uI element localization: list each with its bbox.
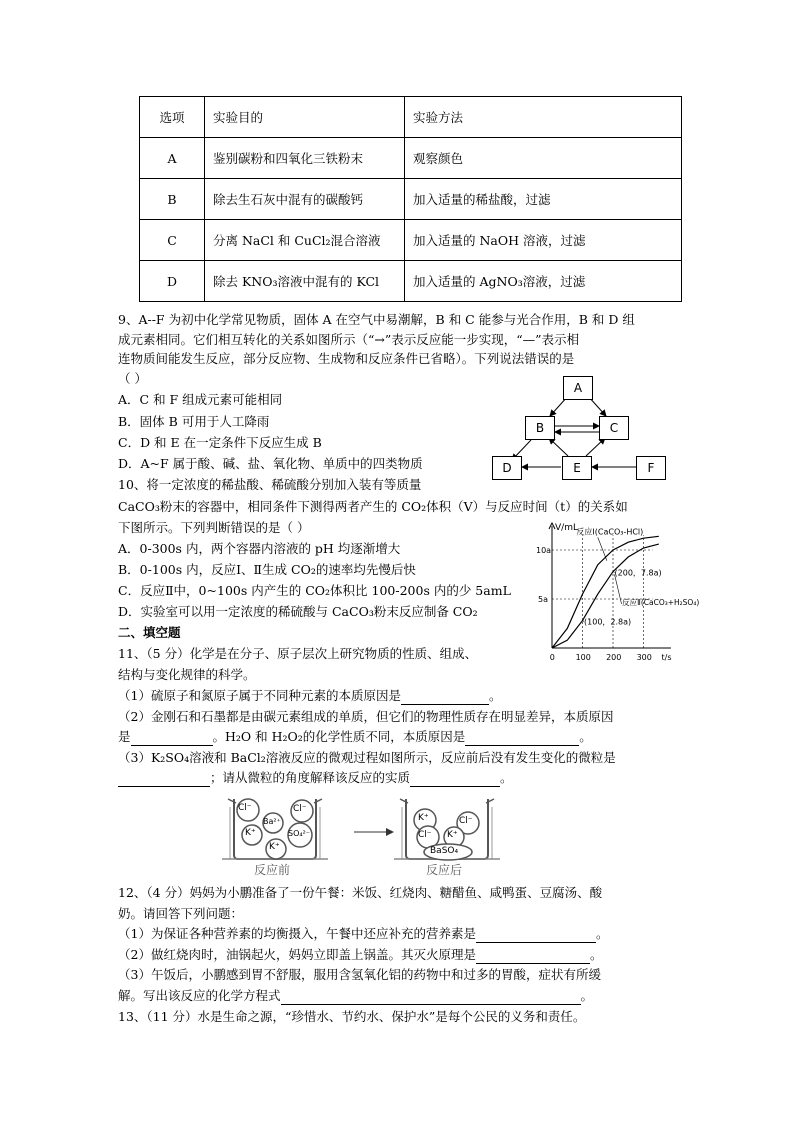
ion-cl: Cl⁻	[238, 803, 252, 813]
q11-part3-blank-b[interactable]	[410, 772, 500, 787]
x-tick-label: 200	[606, 653, 622, 662]
point-annotation: (100，2.8a)	[584, 617, 632, 627]
q12-part2-blank[interactable]	[476, 949, 590, 964]
cell-method: 加入适量的 NaOH 溶液，过滤	[405, 220, 682, 261]
table-row	[140, 138, 682, 179]
ion-k: K⁺	[245, 828, 256, 838]
ion-so4: SO₄²⁻	[288, 829, 311, 838]
table-row	[140, 179, 682, 220]
point-annotation: (200，7.8a)	[614, 568, 662, 578]
node-c: C	[599, 416, 629, 440]
cell-purpose: 除去生石灰中混有的碳酸钙	[205, 179, 405, 220]
period: 。	[580, 988, 594, 1003]
q11-part3-blank-a[interactable]	[118, 772, 210, 787]
q11-part3-line2	[118, 769, 513, 787]
q11-part1	[118, 687, 501, 705]
y-tick-label: 10a	[536, 546, 552, 555]
q9-stem-line3: 连物质间能发生反应，部分反应物、生成物和反应条件已省略）。下列说法错误的是	[118, 351, 575, 366]
y-axis-label: V/mL	[555, 523, 578, 533]
volume-time-chart	[530, 518, 700, 663]
q11-part2-line1: （2）金刚石和石墨都是由碳元素组成的单质，但它们的物理性质存在明显差异，本质原因	[118, 709, 614, 724]
series-line	[552, 536, 659, 648]
cell-option: B	[140, 179, 205, 220]
cell-purpose: 鉴别碳粉和四氧化三铁粉末	[205, 138, 405, 179]
before-label: 反应前	[254, 863, 291, 877]
y-tick-label: 5a	[538, 595, 548, 604]
ion-cl: Cl⁻	[293, 804, 307, 814]
precipitate-baso4: BaSO₄	[430, 846, 459, 856]
q12-part3-line2	[118, 987, 593, 1005]
q9-option-c: C．D 和 E 在一定条件下反应生成 B	[118, 435, 322, 450]
q12-stem-line1: 12、（4 分）妈妈为小鹏准备了一份午餐：米饭、红烧肉、糖醋鱼、咸鸭蛋、豆腐汤、酸	[118, 885, 603, 900]
ion-ba: Ba²⁺	[263, 817, 281, 826]
cell-option: A	[140, 138, 205, 179]
q12-part1-blank[interactable]	[476, 928, 596, 943]
node-a: A	[563, 376, 593, 400]
label-leader	[598, 537, 607, 561]
q11-part2-mid: 。H₂O 和 H₂O₂的化学性质不同，本质原因是	[212, 729, 466, 744]
q11-part1-text: （1）硫原子和氮原子属于不同种元素的本质原因是	[118, 688, 401, 703]
q11-stem-line2: 结构与变化规律的科学。	[118, 667, 256, 682]
q11-part3-line1: （3）K₂SO₄溶液和 BaCl₂溶液反应的微观过程如图所示，反应前后没有发生变化的微粒是	[118, 750, 616, 765]
series-label: 反应Ⅰ(CaCO₃-HCl)	[576, 527, 644, 537]
header-method: 实验方法	[405, 97, 682, 138]
cell-option: D	[140, 261, 205, 302]
node-e: E	[562, 456, 592, 480]
q12-part2	[118, 946, 602, 964]
q13-stem-line1: 13、（11 分）水是生命之源，“珍惜水、节约水、保护水”是每个公民的义务和责任。	[118, 1009, 586, 1024]
q9-stem-line2: 成元素相同。它们相互转化的关系如图所示（“→”表示反应能一步实现，“—”表示相	[118, 332, 580, 347]
table-header-row	[140, 97, 682, 138]
q9-stem-line1: 9、A--F 为初中化学常见物质，固体 A 在空气中易潮解，B 和 C 能参与光合作用，B 和 D 组	[118, 312, 635, 327]
q12-part2-text: （2）做红烧肉时，油锅起火，妈妈立即盖上锅盖。其灭火原理是	[118, 947, 476, 962]
q11-part2-blank-a[interactable]	[131, 731, 213, 746]
header-purpose: 实验目的	[205, 97, 405, 138]
q11-part2-pre: 是	[118, 729, 131, 744]
q12-part3-blank[interactable]	[281, 990, 581, 1005]
q12-stem-line2: 奶。请回答下列问题：	[118, 906, 244, 921]
cell-option: C	[140, 220, 205, 261]
x-tick-label: 0	[549, 653, 555, 662]
q10-stem-line3: 下图所示。下列判断错误的是（ ）	[118, 520, 310, 535]
q10-stem-line2: CaCO₃粉末的容器中，相同条件下测得两者产生的 CO₂体积（V）与反应时间（t）的关系如	[118, 499, 628, 514]
q9-answer-paren: （ ）	[118, 371, 147, 386]
ion-k: K⁺	[418, 813, 429, 823]
relation-diagram	[488, 376, 668, 482]
after-label: 反应后	[426, 863, 463, 877]
q10-option-b: B．0-100s 内，反应Ⅰ、Ⅱ生成 CO₂的速率均先慢后快	[118, 562, 416, 577]
series-label: 反应Ⅱ(CaCO₃+H₂SO₄)	[622, 597, 700, 607]
section-title: 二、填空题	[118, 625, 181, 640]
cell-method: 加入适量的稀盐酸，过滤	[405, 179, 682, 220]
period: 。	[488, 688, 502, 703]
q11-stem-line1: 11、（5 分）化学是在分子、原子层次上研究物质的性质、组成、	[118, 646, 478, 661]
node-d: D	[492, 456, 522, 480]
q9-option-b: B．固体 B 可用于人工降雨	[118, 414, 270, 429]
q10-stem-line1: 10、将一定浓度的稀盐酸、稀硫酸分别加入装有等质量	[118, 477, 422, 492]
node-f: F	[636, 456, 666, 480]
period: 。	[500, 770, 513, 785]
x-tick-label: 300	[636, 653, 652, 662]
series-line	[552, 544, 659, 648]
q11-part2-line2	[118, 728, 592, 746]
period: 。	[595, 926, 609, 941]
header-option: 选项	[140, 97, 205, 138]
x-axis-label: t/s	[661, 653, 672, 662]
period: 。	[589, 947, 603, 962]
cell-purpose: 除去 KNO₃溶液中混有的 KCl	[205, 261, 405, 302]
period: 。	[579, 729, 592, 744]
reaction-figure	[214, 797, 514, 877]
cell-method: 加入适量的 AgNO₃溶液，过滤	[405, 261, 682, 302]
q10-option-d: D．实验室可以用一定浓度的稀硫酸与 CaCO₃粉末反应制备 CO₂	[118, 604, 478, 619]
q11-part1-blank[interactable]	[401, 690, 489, 705]
q10-option-a: A．0-300s 内，两个容器内溶液的 pH 均逐渐增大	[118, 541, 401, 556]
q12-part3-text: 解。写出该反应的化学方程式	[118, 988, 281, 1003]
q12-part3-line1: （3）午饭后，小鹏感到胃不舒服，服用含氢氧化铝的药物中和过多的胃酸，症状有所缓	[118, 967, 601, 982]
label-leader	[615, 575, 622, 604]
q12-part1-text: （1）为保证各种营养素的均衡摄入，午餐中还应补充的营养素是	[118, 926, 476, 941]
table-row	[140, 220, 682, 261]
cell-purpose: 分离 NaCl 和 CuCl₂混合溶液	[205, 220, 405, 261]
x-tick-label: 100	[575, 653, 591, 662]
node-b: B	[525, 416, 555, 440]
q9-option-a: A．C 和 F 组成元素可能相同	[118, 392, 283, 407]
options-table	[139, 96, 682, 302]
q11-part3-text: ；请从微粒的角度解释该反应的实质	[210, 770, 411, 785]
q10-option-c: C．反应Ⅱ中，0~100s 内产生的 CO₂体积比 100-200s 内的少 5amL	[118, 583, 511, 598]
q11-part2-blank-b[interactable]	[465, 731, 579, 746]
ion-cl: Cl⁻	[459, 816, 473, 826]
ion-k: K⁺	[269, 842, 280, 852]
q12-part1	[118, 925, 608, 943]
table-row	[140, 261, 682, 302]
ion-cl: Cl⁻	[418, 830, 432, 840]
cell-method: 观察颜色	[405, 138, 682, 179]
ion-k: K⁺	[447, 830, 458, 840]
q9-option-d: D．A~F 属于酸、碱、盐、氧化物、单质中的四类物质	[118, 456, 423, 471]
